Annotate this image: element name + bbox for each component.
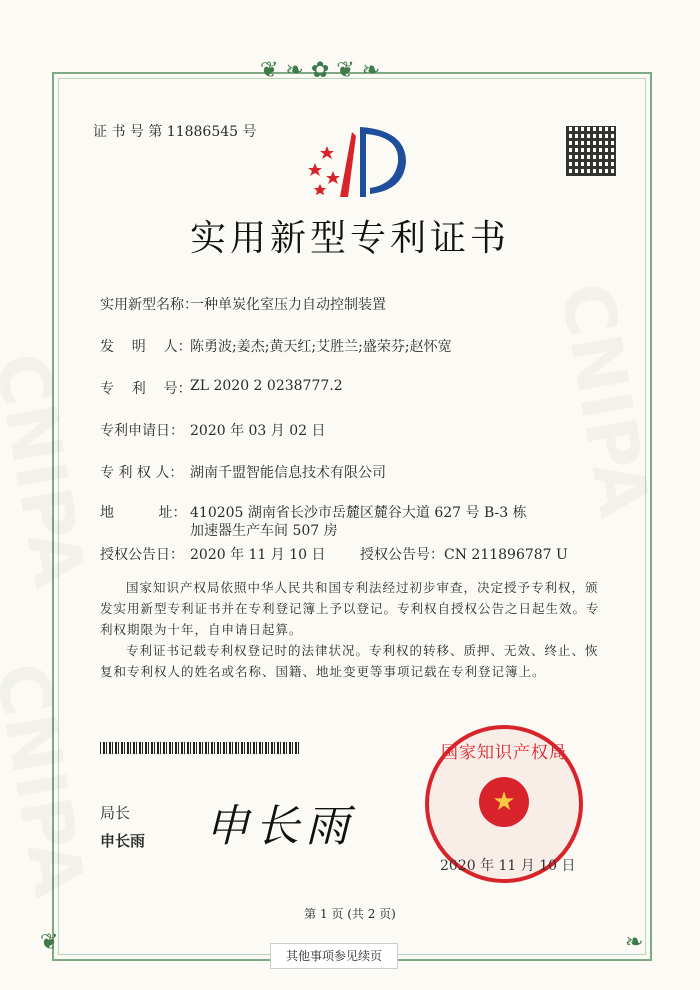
field-inventors (100, 336, 452, 356)
field-value: 湖南千盟智能信息技术有限公司 (190, 465, 386, 481)
corner-ornament-icon: ❧ (625, 930, 644, 955)
seal-text: 国家知识产权局 (441, 743, 567, 763)
certificate-number: 证 书 号 第 11886545 号 (93, 124, 257, 140)
field-value: 410205 湖南省长沙市岳麓区麓谷大道 627 号 B-3 栋加速器生产车间 507 房 (190, 505, 527, 539)
field-label: 地 址： (100, 505, 187, 521)
field-patent-number (100, 378, 343, 398)
corner-ornament-icon: ❦ (40, 930, 59, 955)
signatory-title: 局长 (100, 804, 131, 822)
barcode-icon (100, 742, 300, 754)
handwritten-signature: 申长雨 (205, 801, 355, 852)
legal-status-statement: 专利证书记载专利权登记时的法律状况。专利权的转移、质押、无效、终止、恢复和专利权人的姓名或名称、国籍、地址变更等事项记载在专利登记簿上。 (100, 643, 599, 679)
field-patentee (100, 462, 386, 482)
field-label: 授权公告日： (100, 547, 184, 563)
field-publication-date (100, 544, 326, 564)
cnipa-logo-icon (300, 122, 410, 202)
field-value: CN 211896787 U (444, 547, 568, 563)
page-indicator: 第 1 页 (共 2 页) (304, 907, 396, 921)
field-label: 实用新型名称： (100, 297, 198, 313)
field-value: 陈勇波;姜杰;黄天红;艾胜兰;盛荣芬;赵怀宽 (190, 339, 452, 355)
signatory-name: 申长雨 (100, 832, 146, 850)
field-label: 发 明 人： (100, 339, 192, 355)
field-label: 专 利 号： (100, 381, 192, 397)
field-value: 2020 年 03 月 02 日 (190, 423, 326, 439)
grant-statement: 国家知识产权局依照中华人民共和国专利法经过初步审查，决定授予专利权，颁发实用新型专利证书并在专利登记簿上予以登记。专利权自授权公告之日起生效。专利权期限为十年，自申请日起算。 (100, 580, 600, 637)
page-title: 实用新型专利证书 (189, 218, 510, 259)
seal-date: 2020 年 11 月 10 日 (440, 858, 576, 874)
national-emblem-icon: ★ (479, 777, 529, 827)
field-label: 授权公告号： (360, 547, 444, 563)
qr-code-icon (566, 126, 616, 176)
field-value: ZL 2020 2 0238777.2 (190, 378, 343, 394)
field-value: 一种单炭化室压力自动控制装置 (190, 297, 386, 313)
field-utility-model-name (100, 294, 386, 314)
top-ornament-icon: ❦ ❧ ✿ ❦ ❧ (260, 58, 381, 83)
continuation-note: 其他事项参见续页 (270, 943, 398, 969)
field-label: 专 利 权 人： (100, 465, 184, 481)
field-application-date (100, 420, 326, 440)
field-address (100, 504, 540, 540)
field-value: 2020 年 11 月 10 日 (190, 547, 326, 563)
field-label: 专利申请日： (100, 423, 184, 439)
field-publication-number (360, 544, 568, 564)
